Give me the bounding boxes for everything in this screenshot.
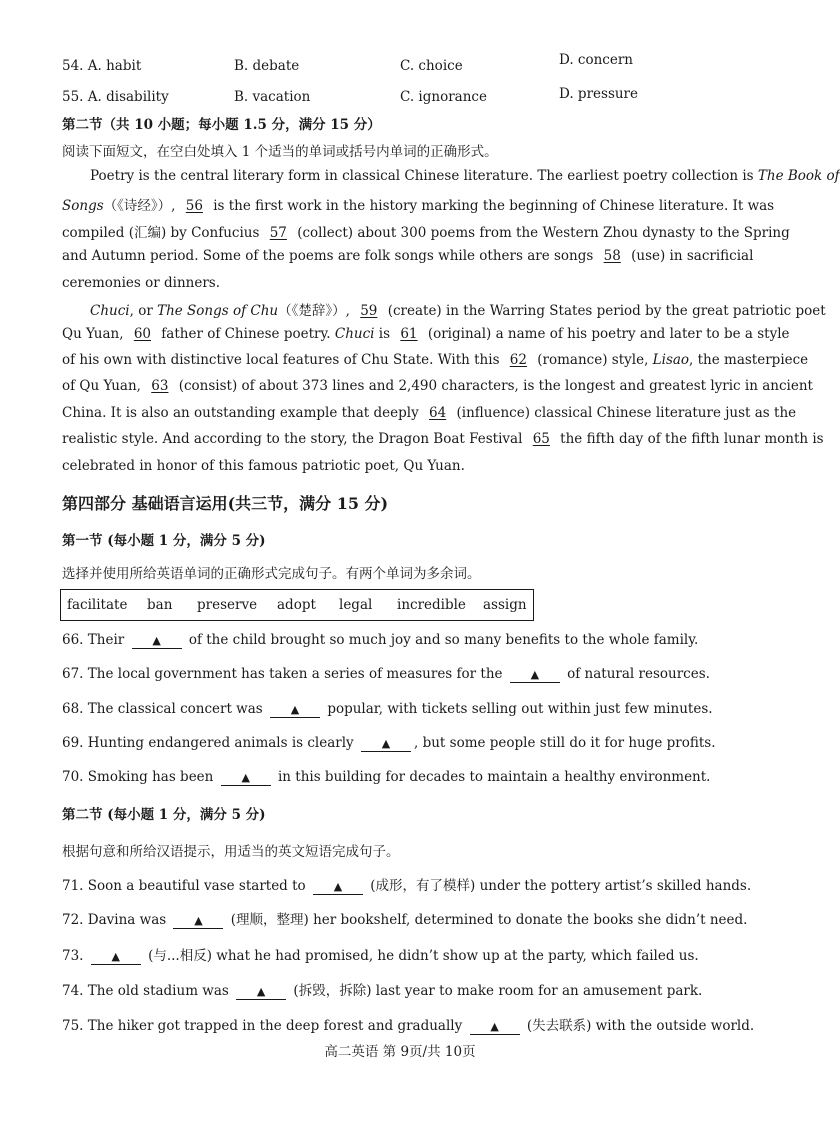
part4-sec2-instruction: 根据句意和所给汉语提示，用适当的英文短语完成句子。 — [62, 844, 400, 860]
mcq-option-c: C. choice — [400, 58, 463, 74]
blank-63: 63 — [151, 378, 169, 394]
blank-62: 62 — [509, 352, 527, 368]
question-75: 75. The hiker got trapped in the deep forest and gradually ▲ (失去联系) with the outside world. — [62, 1018, 755, 1034]
mcq-row-54 — [62, 52, 762, 80]
word-bank-item: incredible — [397, 597, 466, 613]
word-bank-item: preserve — [197, 597, 258, 613]
mcq-row-55 — [62, 86, 762, 111]
mcq-option-a: 55. A. disability — [62, 89, 169, 105]
question-66: 66. Their ▲ of the child brought so much joy and so many benefits to the whole family. — [62, 632, 699, 648]
passage-line: Poetry is the central literary form in classical Chinese literature. The earliest poetry collection is The Book of — [90, 168, 840, 184]
passage-line: Qu Yuan, 60 father of Chinese poetry. Chuci is 61 (original) a name of his poetry and later to be a style — [62, 326, 790, 342]
part4-title: 第四部分 基础语言运用(共三节，满分 15 分) — [62, 494, 389, 513]
blank-59: 59 — [360, 303, 378, 319]
passage-line: of Qu Yuan, 63 (consist) of about 373 lines and 2,490 characters, is the longest and greatest lyric in ancient — [62, 378, 813, 394]
mcq-option-b: B. debate — [234, 58, 300, 74]
word-bank-item: ban — [147, 597, 173, 613]
question-67: 67. The local government has taken a series of measures for the ▲ of natural resources. — [62, 666, 710, 682]
passage-line: celebrated in honor of this famous patriotic poet, Qu Yuan. — [62, 458, 465, 474]
answer-blank: ▲ — [361, 737, 411, 752]
answer-blank: ▲ — [91, 950, 141, 965]
answer-blank: ▲ — [470, 1020, 520, 1035]
passage-line: Songs（《诗经》）, 56 is the first work in the history marking the beginning of Chinese literature. It was — [62, 198, 775, 214]
answer-blank: ▲ — [270, 703, 320, 718]
question-70: 70. Smoking has been ▲ in this building for decades to maintain a healthy environment. — [62, 769, 711, 785]
question-68: 68. The classical concert was ▲ popular, with tickets selling out within just few minutes. — [62, 701, 713, 717]
question-69: 69. Hunting endangered animals is clearly ▲ , but some people still do it for huge profits. — [62, 735, 716, 751]
part4-sec2-heading: 第二节 (每小题 1 分，满分 5 分) — [62, 807, 266, 823]
blank-65: 65 — [532, 431, 550, 447]
word-bank-item: assign — [483, 597, 527, 613]
answer-blank: ▲ — [132, 634, 182, 649]
answer-blank: ▲ — [510, 668, 560, 683]
blank-58: 58 — [603, 248, 621, 264]
question-72: 72. Davina was ▲ (理顺，整理) her bookshelf, determined to donate the books she didn’t need. — [62, 912, 748, 928]
mcq-option-d: D. concern — [559, 52, 634, 68]
question-73: 73. ▲ (与...相反) what he had promised, he didn’t show up at the party, which failed us. — [62, 948, 699, 964]
answer-blank: ▲ — [221, 771, 271, 786]
section2-instruction: 阅读下面短文，在空白处填入 1 个适当的单词或括号内单词的正确形式。 — [62, 144, 498, 160]
blank-61: 61 — [400, 326, 418, 342]
section2-heading: 第二节（共 10 小题；每小题 1.5 分，满分 15 分） — [62, 117, 381, 133]
word-bank-box — [60, 589, 534, 621]
page-footer: 高二英语 第 9页/共 10页 — [324, 1044, 476, 1060]
passage-line: realistic style. And according to the story, the Dragon Boat Festival 65 the fifth day of the fifth lunar month is — [62, 431, 824, 447]
answer-blank: ▲ — [173, 914, 223, 929]
part4-sec1-instruction: 选择并使用所给英语单词的正确形式完成句子。有两个单词为多余词。 — [62, 566, 481, 582]
question-74: 74. The old stadium was ▲ (拆毁，拆除) last year to make room for an amusement park. — [62, 983, 703, 999]
question-71: 71. Soon a beautiful vase started to ▲ (成形，有了模样) under the pottery artist’s skilled hands. — [62, 878, 752, 894]
blank-60: 60 — [133, 326, 151, 342]
passage-line: ceremonies or dinners. — [62, 275, 221, 291]
word-bank-item: adopt — [277, 597, 316, 613]
mcq-option-d: D. pressure — [559, 86, 639, 102]
passage-line: Chuci, or The Songs of Chu（《楚辞》）, 59 (create) in the Warring States period by the great patriotic poet — [90, 303, 826, 319]
mcq-option-b: B. vacation — [234, 89, 311, 105]
blank-56: 56 — [185, 198, 203, 214]
passage-line: of his own with distinctive local features of Chu State. With this 62 (romance) style, Lisao, the masterpiece — [62, 352, 809, 368]
word-bank-item: legal — [339, 597, 373, 613]
mcq-option-a: 54. A. habit — [62, 58, 142, 74]
word-bank-item: facilitate — [67, 597, 128, 613]
part4-sec1-heading: 第一节 (每小题 1 分，满分 5 分) — [62, 533, 266, 549]
blank-57: 57 — [269, 225, 287, 241]
passage-line: China. It is also an outstanding example that deeply 64 (influence) classical Chinese literature just as the — [62, 405, 797, 421]
answer-blank: ▲ — [313, 880, 363, 895]
passage-line: and Autumn period. Some of the poems are folk songs while others are songs 58 (use) in sacrificial — [62, 248, 754, 264]
mcq-option-c: C. ignorance — [400, 89, 487, 105]
answer-blank: ▲ — [236, 985, 286, 1000]
blank-64: 64 — [429, 405, 447, 421]
passage-line: compiled (汇编) by Confucius 57 (collect) about 300 poems from the Western Zhou dynasty to the Spring — [62, 225, 790, 241]
